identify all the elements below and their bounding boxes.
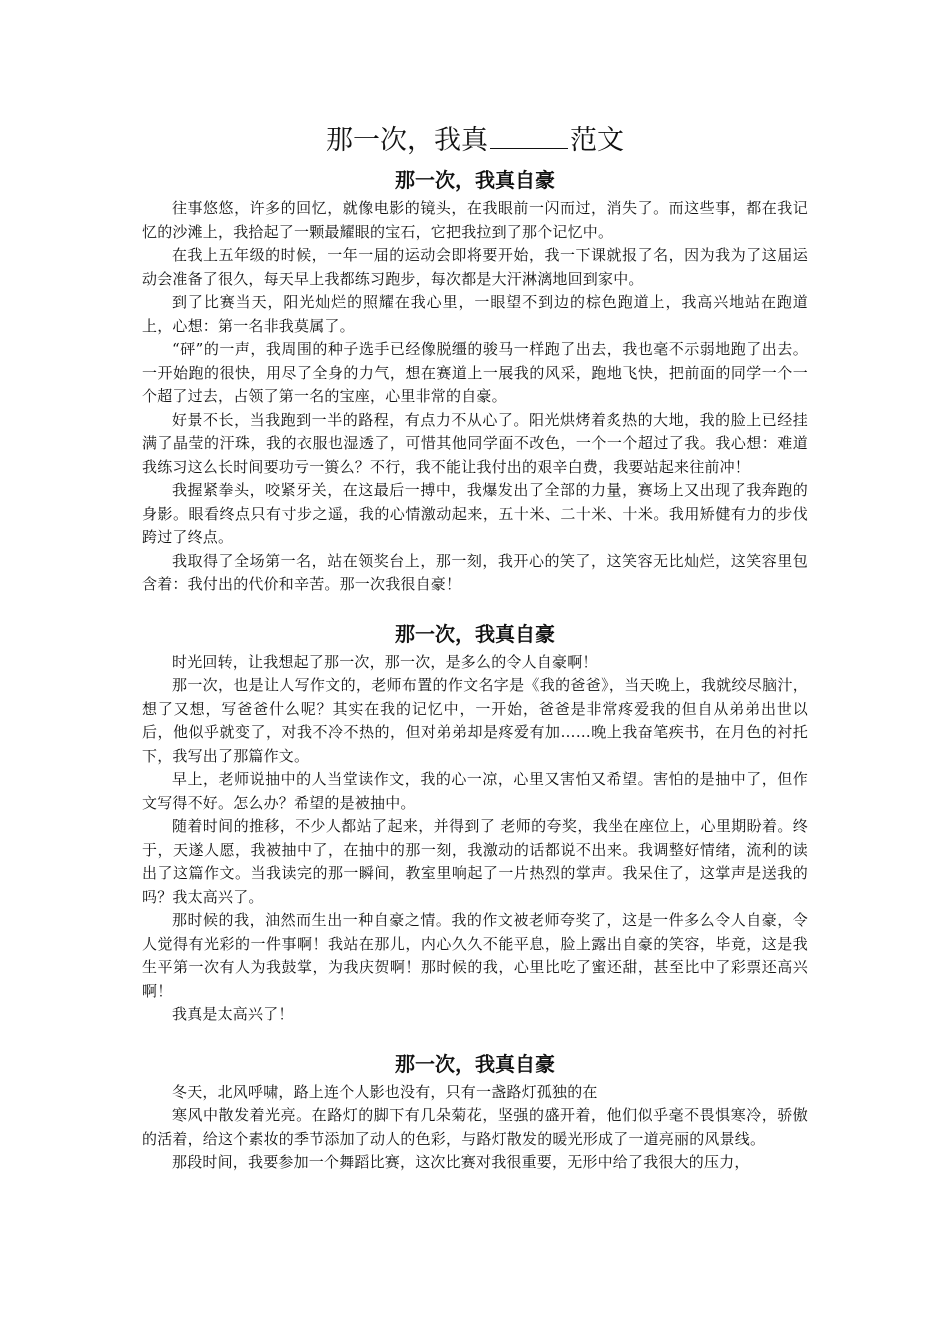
essay-title: 那一次，我真自豪 (395, 1051, 555, 1076)
essay-paragraph: 冬天，北风呼啸，路上连个人影也没有，只有一盏路灯孤独的在 (172, 1082, 598, 1101)
essay-paragraph: 寒风中散发着光亮。在路灯的脚下有几朵菊花，坚强的盛开着，他们似乎毫不畏惧寒冷，骄傲的活着，给这个素妆的季节添加了动人的色彩，与路灯散发的暖光形成了一道亮丽的风景线。 (142, 1106, 808, 1148)
essay-paragraph: 时光回转，让我想起了那一次，那一次，是多么的令人自豪啊！ (172, 652, 598, 671)
essay-title: 那一次，我真自豪 (395, 168, 555, 192)
essay-paragraph: 早上，老师说抽中的人当堂读作文，我的心一凉，心里又害怕又希望。害怕的是抽中了，但作文写得不好。怎么办？希望的是被抽中。 (142, 770, 808, 812)
document-title-prefix: 那一次，我真 (326, 125, 488, 156)
essay (142, 165, 808, 597)
essay-paragraph: “砰”的一声，我周围的种子选手已经像脱缰的骏马一样跑了出去，我也毫不示弱地跑了出去。一开始跑的很快，用尽了全身的力气，想在赛道上一展我的风采，跑地飞快，把前面的同学一个一个超了过去，占领了第一名的宝座，心里非常的自豪。 (142, 340, 808, 405)
essay-title: 那一次，我真自豪 (395, 621, 555, 646)
essay (142, 1049, 808, 1175)
essay-paragraph: 在我上五年级的时候，一年一届的运动会即将要开始，我一下课就报了名，因为我为了这届运动会准备了很久，每天早上我都练习跑步，每次都是大汗淋漓地回到家中。 (142, 246, 808, 288)
essay-paragraph: 那时候的我，油然而生出一种自豪之情。我的作文被老师夸奖了，这是一件多么令人自豪，令人觉得有光彩的一件事啊！我站在那儿，内心久久不能平息，脸上露出自豪的笑容，毕竟，这是我生平第一次有人为我鼓掌，为我庆贺啊！那时候的我，心里比吃了蜜还甜，甚至比中了彩票还高兴啊！ (142, 911, 808, 1000)
essay-paragraph: 我握紧拳头，咬紧牙关，在这最后一搏中，我爆发出了全部的力量，赛场上又出现了我奔跑的身影。眼看终点只有寸步之遥，我的心情激动起来，五十米、二十米、十米。我用矫健有力的步伐跨过了终点。 (142, 481, 808, 546)
essay-paragraph: 随着时间的推移，不少人都站了起来，并得到了 老师的夸奖，我坐在座位上，心里期盼着。终于，天遂人愿，我被抽中了，在抽中的那一刻，我激动的话都说不出来。我调整好情绪，流利的读出了这篇作文。当我读完的那一瞬间，教室里响起了一片热烈的掌声。我呆住了，这掌声是送我的吗？我太高兴了。 (142, 817, 808, 906)
essay-paragraph: 到了比赛当天，阳光灿烂的照耀在我心里，一眼望不到边的棕色跑道上，我高兴地站在跑道上，心想：第一名非我莫属了。 (142, 293, 808, 335)
essay-paragraph: 那一次，也是让人写作文的，老师布置的作文名字是《我的爸爸》，当天晚上，我就绞尽脑汁，想了又想，写爸爸什么呢？其实在我的记忆中，一开始，爸爸是非常疼爱我的但自从弟弟出世以后，他似乎就变了，对我不冷不热的，但对弟弟却是疼爱有加……晚上我奋笔疾书，在月色的衬托下，我写出了那篇作文。 (142, 676, 808, 765)
document-title (142, 120, 808, 161)
essay (142, 619, 808, 1027)
fill-in-blank-line (490, 120, 568, 149)
essay-paragraph: 往事悠悠，许多的回忆，就像电影的镜头，在我眼前一闪而过，消失了。而这些事，都在我记忆的沙滩上，我拾起了一颗最耀眼的宝石，它把我拉到了那个记忆中。 (142, 199, 808, 241)
document-page (142, 120, 808, 1175)
essay-paragraph: 我真是太高兴了！ (172, 1005, 294, 1023)
essay-paragraph: 我取得了全场第一名，站在领奖台上，那一刻，我开心的笑了，这笑容无比灿烂，这笑容里包含着：我付出的代价和辛苦。那一次我很自豪！ (142, 551, 808, 593)
essay-list (142, 165, 808, 1175)
essay-paragraph: 那段时间，我要参加一个舞蹈比赛，这次比赛对我很重要，无形中给了我很大的压力， (172, 1153, 750, 1171)
document-title-suffix: 范文 (570, 125, 624, 156)
essay-paragraph: 好景不长，当我跑到一半的路程，有点力不从心了。阳光烘烤着炙热的大地，我的脸上已经挂满了晶莹的汗珠，我的衣服也湿透了，可惜其他同学面不改色，一个一个超过了我。我心想：难道我练习这么长时间要功亏一篑么？不行，我不能让我付出的艰辛白费，我要站起来往前冲！ (142, 410, 808, 476)
